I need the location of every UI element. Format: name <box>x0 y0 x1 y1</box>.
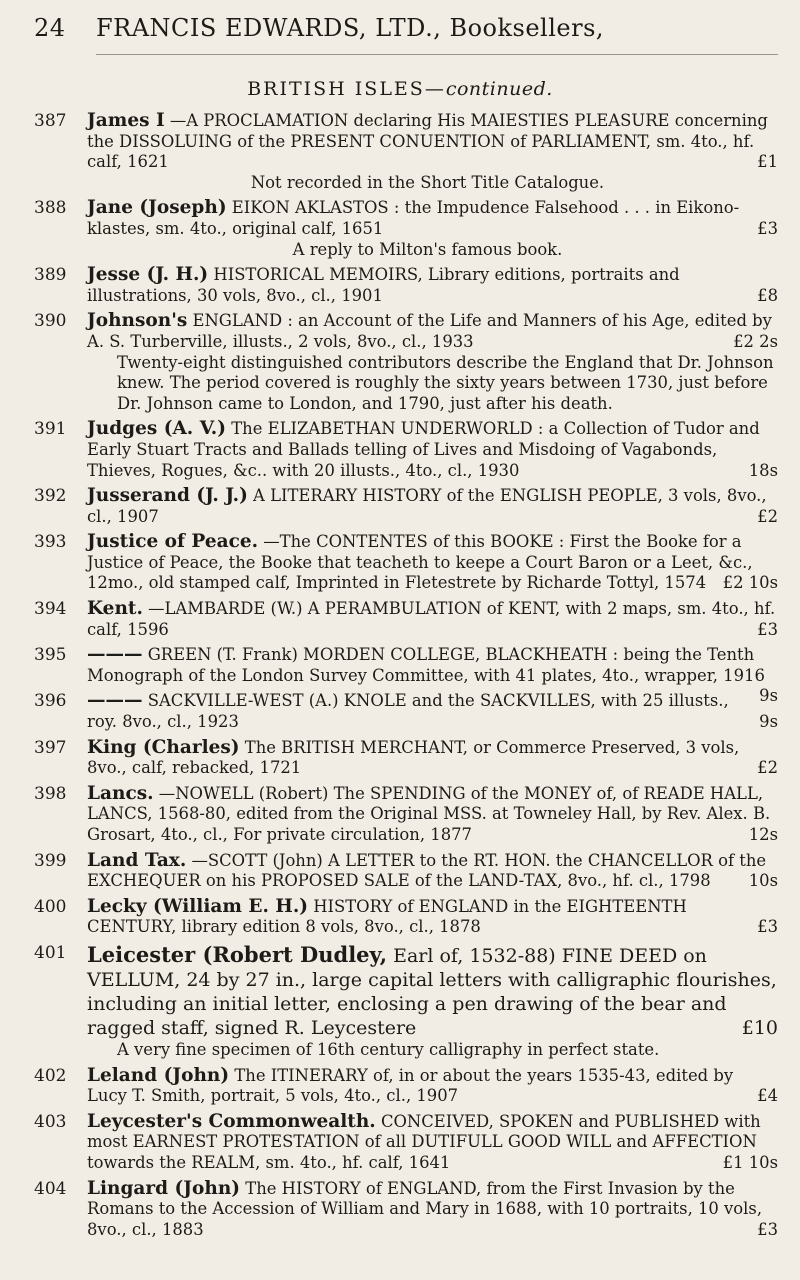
entry-body <box>87 532 778 594</box>
entry-number: 391 <box>34 419 67 440</box>
entry-price: 9s <box>759 686 778 706</box>
entry-number: 394 <box>34 599 67 620</box>
entry-headword: Jusserand (J. J.) <box>87 485 248 507</box>
section-suffix: continued. <box>445 78 553 100</box>
entry-price: £3 <box>757 218 778 238</box>
entry-description: The ITINERARY of, in or about the years 1535-43, edited by Lucy T. Smith, portrait, 5 vols, 4to., cl., 1907 <box>87 1065 734 1106</box>
catalogue-entry <box>34 784 778 846</box>
catalogue-entry <box>34 1112 778 1174</box>
entry-body <box>87 1179 778 1241</box>
entry-body <box>87 644 778 706</box>
entry-body <box>87 691 778 732</box>
entry-headword: Leicester (Robert Dudley, <box>87 941 388 967</box>
catalogue-entry <box>34 897 778 938</box>
entry-body <box>87 1112 778 1174</box>
entry-price: 12s <box>748 825 778 844</box>
entry-headword: ——— <box>87 644 143 666</box>
entry-headword: Lingard (John) <box>87 1177 241 1199</box>
entry-description: ENGLAND : an Account of the Life and Manners of his Age, edited by A. S. Turberville, illusts., 2 vols, 8vo., cl., 1933 <box>87 311 772 351</box>
entry-note: A very fine specimen of 16th century calligraphy in perfect state. <box>117 1039 660 1059</box>
entry-description: CONCEIVED, SPOKEN and PUBLISHED with most EARNEST PROTESTATION of all DUTIFULL GOOD WILL and AFFECTION towards the REALM, sm. 4to., hf. calf, 1641 <box>87 1111 761 1172</box>
catalogue-entry <box>34 265 778 306</box>
entry-price: 18s <box>748 460 778 480</box>
entry-description: —SCOTT (John) A LETTER to the RT. HON. the CHANCELLOR of the EXCHEQUER on his PROPOSED SALE of the LAND-TAX, 8vo., hf. cl., 1798 <box>87 850 767 891</box>
entry-price: £2 10s <box>722 573 778 593</box>
entry-description: —A PROCLAMATION declaring His MAIESTIES PLEASURE concerning the DISSOLUING of the PRESENT CONUENTION of PARLIAMENT, sm. 4to., hf. calf, 1621 <box>87 111 768 172</box>
entry-description: SACKVILLE-WEST (A.) KNOLE and the SACKVILLES, with 25 illusts., roy. 8vo., cl., 1923 <box>87 691 729 732</box>
catalogue-entry <box>34 532 778 594</box>
entry-headword: Land Tax. <box>87 849 187 871</box>
entry-headword: King (Charles) <box>87 736 240 758</box>
entry-price: £8 <box>757 285 778 305</box>
catalogue-entries <box>34 111 778 1245</box>
entry-description: The BRITISH MERCHANT, or Commerce Preserved, 3 vols, 8vo., calf, rebacked, 1721 <box>87 737 740 778</box>
entry-note: A reply to Milton's famous book. <box>292 239 563 259</box>
entry-description: —LAMBARDE (W.) A PERAMBULATION of KENT, with 2 maps, sm. 4to., hf. calf, 1596 <box>87 599 776 639</box>
entry-number: 393 <box>34 532 67 553</box>
entry-number: 392 <box>34 486 67 507</box>
entry-description: HISTORY of ENGLAND in the EIGHTEENTH CENTURY, library edition 8 vols, 8vo., cl., 1878 <box>87 896 687 937</box>
entry-number: 396 <box>34 691 67 712</box>
entry-price: £2 <box>757 758 778 778</box>
entry-headword: Lancs. <box>87 782 154 804</box>
entry-body <box>87 265 778 306</box>
entry-number: 401 <box>34 942 67 963</box>
entry-number: 395 <box>34 645 67 666</box>
entry-body <box>87 943 778 1040</box>
entry-number: 398 <box>34 783 67 804</box>
entry-description: GREEN (T. Frank) MORDEN COLLEGE, BLACKHEATH : being the Tenth Monograph of the London Survey Committee, with 41 plates, 4to., wrapper, 1916 <box>87 645 765 685</box>
entry-headword: Lecky (William E. H.) <box>87 895 309 917</box>
section-heading <box>0 78 800 100</box>
entry-body <box>87 198 778 239</box>
running-header <box>34 14 778 42</box>
entry-body <box>87 1066 778 1107</box>
page-number: 24 <box>34 14 66 42</box>
entry-price: 10s <box>748 871 778 891</box>
entry-headword: Leycester's Commonwealth. <box>87 1110 376 1132</box>
entry-price: £3 <box>757 1219 778 1239</box>
entry-description: Earl of, 1532-88) FINE DEED on VELLUM, 24 by 27 in., large capital letters with calligraphic flourishes, including an initial letter, enclosing a pen drawing of the bear and ragged staff, signed R. Leycestere <box>87 944 777 1039</box>
entry-description: —NOWELL (Robert) The SPENDING of the MONEY of, of READE HALL, LANCS, 1568-80, edited from the Original MSS. at Towneley Hall, by Rev. Alex. B. Grosart, 4to., cl., For private circulation, 1877 <box>87 783 771 844</box>
entry-body <box>87 599 778 640</box>
entry-headword: Leland (John) <box>87 1064 230 1086</box>
catalogue-entry <box>34 198 778 260</box>
entry-number: 390 <box>34 311 67 332</box>
entry-body <box>87 738 778 779</box>
entry-price: £2 <box>757 506 778 526</box>
entry-number: 400 <box>34 896 67 917</box>
catalogue-entry <box>34 419 778 481</box>
entry-number: 404 <box>34 1178 67 1199</box>
entry-body <box>87 111 778 173</box>
entry-headword: Justice of Peace. <box>87 531 259 553</box>
entry-body <box>87 486 778 527</box>
entry-price: £4 <box>757 1086 778 1106</box>
entry-price: £10 <box>741 1016 778 1039</box>
entry-price: £1 10s <box>722 1152 778 1172</box>
entry-headword: Kent. <box>87 598 143 620</box>
page-title: FRANCIS EDWARDS, LTD., Booksellers, <box>96 14 605 42</box>
entry-note: Twenty-eight distinguished contributors describe the England that Dr. Johnson knew. The period covered is roughly the sixty years between 1730, just before Dr. Johnson came to London, and 1790, just after his death. <box>117 352 774 413</box>
entry-headword: Jane (Joseph) <box>87 197 227 219</box>
entry-body <box>87 784 778 846</box>
catalogue-entry <box>34 1179 778 1241</box>
entry-price: 9s <box>759 712 778 732</box>
entry-body <box>87 897 778 938</box>
entry-number: 403 <box>34 1111 67 1132</box>
catalogue-entry <box>34 738 778 779</box>
entry-headword: James I <box>87 110 165 131</box>
entry-body <box>87 419 778 481</box>
entry-headword: ——— <box>87 690 143 712</box>
section-title: BRITISH ISLES— <box>247 78 446 100</box>
entry-description: HISTORICAL MEMOIRS, Library editions, portraits and illustrations, 30 vols, 8vo., cl., 1901 <box>87 265 680 305</box>
entry-body <box>87 851 778 892</box>
entry-number: 388 <box>34 198 67 219</box>
catalogue-entry <box>34 311 778 414</box>
catalogue-entry <box>34 111 778 193</box>
entry-description: The ELIZABETHAN UNDERWORLD : a Collection of Tudor and Early Stuart Tracts and Ballads telling of Lives and Misdoing of Vagabonds, Thieves, Rogues, &c.. with 20 illusts., 4to., cl., 1930 <box>87 419 760 480</box>
entry-note: Not recorded in the Short Title Catalogue. <box>250 172 605 192</box>
catalogue-entry <box>34 1066 778 1107</box>
entry-price: £3 <box>757 619 778 639</box>
entry-number: 397 <box>34 737 67 758</box>
catalogue-entry <box>34 691 778 732</box>
entry-number: 399 <box>34 850 67 871</box>
entry-headword: Jesse (J. H.) <box>87 264 209 286</box>
catalogue-entry <box>34 943 778 1061</box>
catalogue-entry <box>34 851 778 892</box>
entry-price: £3 <box>757 917 778 937</box>
entry-body <box>87 311 778 352</box>
catalogue-entry <box>34 486 778 527</box>
header-rule <box>96 54 778 55</box>
entry-price: £2 2s <box>733 331 778 351</box>
entry-price: £1 <box>757 152 778 172</box>
catalogue-entry <box>34 599 778 640</box>
entry-number: 389 <box>34 265 67 286</box>
entry-description: The HISTORY of ENGLAND, from the First Invasion by the Romans to the Accession of William and Mary in 1688, with 10 portraits, 10 vols, 8vo., cl., 1883 <box>87 1178 763 1239</box>
entry-description: —The CONTENTES of this BOOKE : First the Booke for a Justice of Peace, the Booke that teacheth to keepe a Court Baron or a Leet, &c., 12mo., old stamped calf, Imprinted in Fletestrete by Richarde Tottyl, 1574 <box>87 532 753 593</box>
entry-number: 402 <box>34 1065 67 1086</box>
entry-description: EIKON AKLASTOS : the Impudence Falsehood . . . in Eikono-klastes, sm. 4to., original calf, 1651 <box>87 198 740 238</box>
entry-headword: Judges (A. V.) <box>87 418 227 440</box>
entry-description: A LITERARY HISTORY of the ENGLISH PEOPLE, 3 vols, 8vo., cl., 1907 <box>87 486 767 526</box>
entry-number: 387 <box>34 111 67 131</box>
entry-headword: Johnson's <box>87 310 188 332</box>
